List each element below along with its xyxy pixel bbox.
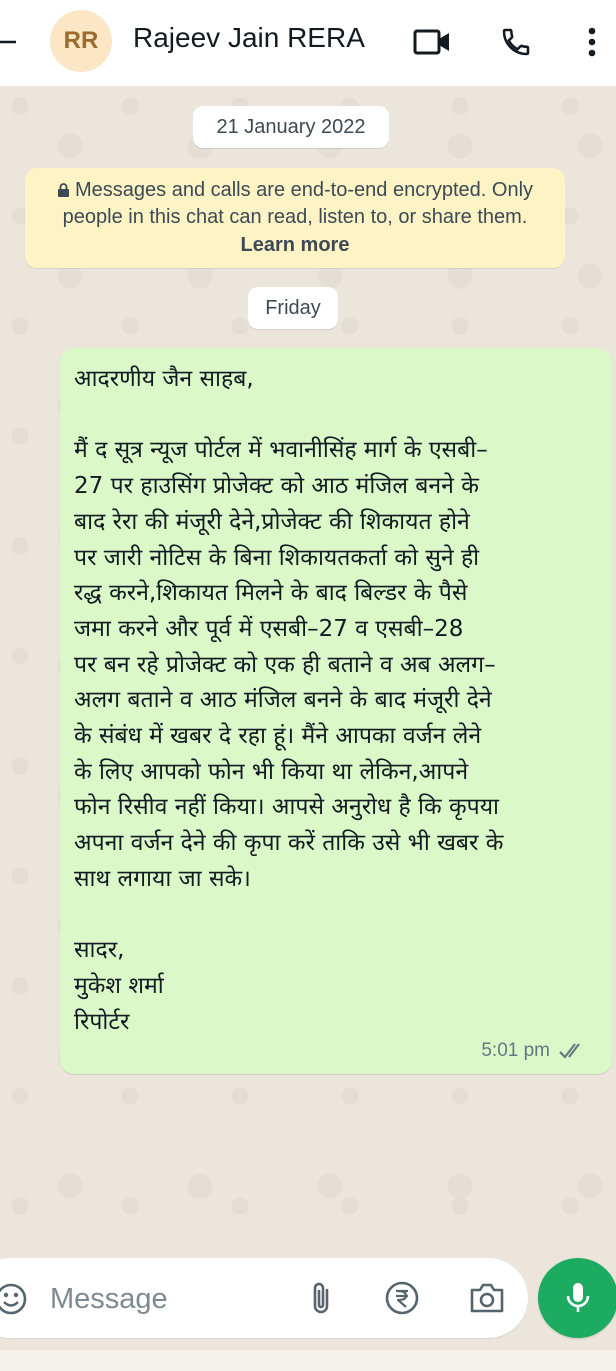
learn-more-link[interactable]: Learn more (240, 233, 350, 256)
rupee-icon[interactable] (384, 1280, 420, 1316)
double-tick-icon (558, 1042, 586, 1060)
voice-call-icon[interactable] (496, 22, 536, 62)
message-composer (0, 1258, 528, 1338)
emoji-icon[interactable] (0, 1282, 28, 1316)
attach-icon[interactable] (304, 1280, 338, 1316)
avatar[interactable]: RR (50, 10, 112, 72)
lock-icon (57, 183, 70, 197)
mic-icon (565, 1281, 591, 1315)
camera-icon[interactable] (468, 1281, 506, 1315)
contact-name[interactable]: Rajeev Jain RERA (133, 22, 365, 53)
message-meta (481, 1040, 586, 1062)
encryption-notice[interactable] (25, 168, 565, 268)
back-arrow-icon[interactable] (0, 30, 18, 54)
outgoing-message-bubble[interactable] (60, 348, 612, 1074)
more-vertical-icon[interactable] (572, 22, 612, 62)
day-chip: Friday (248, 287, 338, 329)
video-call-icon[interactable] (412, 22, 452, 62)
message-time: 5:01 pm (481, 1040, 550, 1061)
chat-header (0, 0, 616, 86)
message-text: आदरणीय जैन साहब, मैं द सूत्र न्यूज पोर्टल में भवानीसिंह मार्ग के एसबी– 27 पर हाउसिंग प्रोजेक्ट को आठ मंजिल बनने के बाद रेरा की मंजूरी देने,प्रोजेक्ट की शिकायत होने पर जारी नोटिस के बिना शिकायतकर्ता को सुने ही रद्ध करने,शिकायत मिलने के बाद बिल्डर के पैसे जमा करने और पूर्व में एसबी–27 व एसबी–28 पर बन रहे प्रोजेक्ट को एक ही बताने व अब अलग– अलग बताने व आठ मंजिल बनने के बाद मंजूरी देने के संबंध में खबर दे रहा हूं। मैंने आपका वर्जन लेने के लिए आपको फोन भी किया था लेकिन,आपने फोन रिसीव नहीं किया। आपसे अनुरोध है कि कृपया अपना वर्जन देने की कृपा करें ताकि उसे भी खबर के साथ लगाया जा सके। सादर, मुकेश शर्मा रिपोर्टर (74, 366, 504, 1035)
system-nav-strip (0, 1350, 616, 1371)
encryption-text: Messages and calls are end-to-end encrypted. Only people in this chat can read, listen to, or share them. (62, 178, 534, 229)
date-chip: 21 January 2022 (193, 106, 389, 148)
message-input[interactable] (48, 1278, 252, 1320)
mic-button[interactable] (538, 1258, 616, 1338)
